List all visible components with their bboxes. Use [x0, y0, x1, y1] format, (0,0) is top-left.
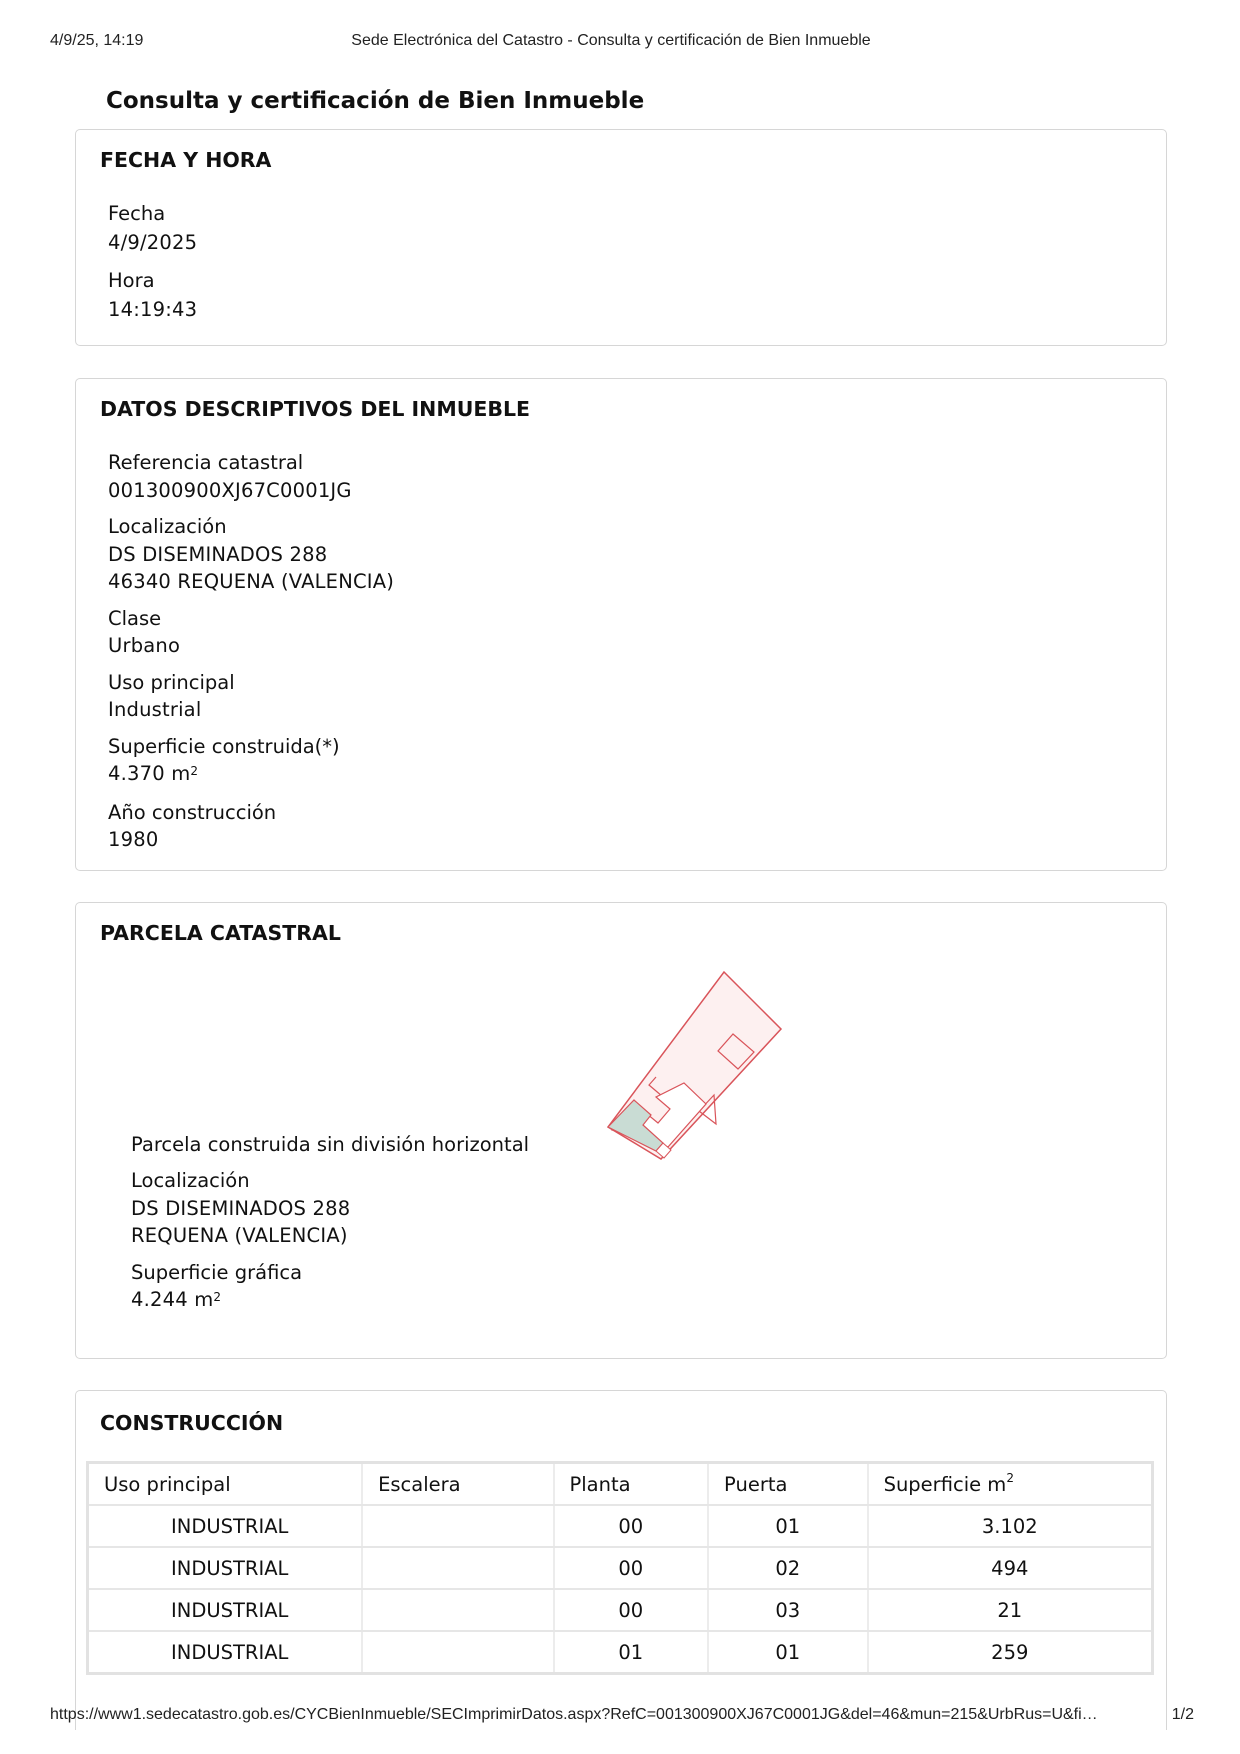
table-row: [88, 1505, 1153, 1547]
localizacion-label: Localización: [108, 515, 227, 538]
fecha-value: 4/9/2025: [108, 231, 198, 254]
referencia-label: Referencia catastral: [108, 451, 304, 474]
cell-planta: 00: [554, 1589, 709, 1631]
hora-label: Hora: [108, 269, 155, 292]
parcela-catastral-panel: [75, 902, 1167, 1359]
print-header: [0, 32, 1240, 54]
fecha-hora-heading: FECHA Y HORA: [100, 148, 272, 172]
localizacion-line1: DS DISEMINADOS 288: [108, 543, 328, 566]
table-header-row: [88, 1463, 1153, 1506]
superficie-grafica-label: Superficie gráfica: [131, 1261, 303, 1284]
uso-principal-value: Industrial: [108, 698, 202, 721]
cell-escalera: [362, 1505, 553, 1547]
table-row: [88, 1631, 1153, 1674]
superficie-construida-label: Superficie construida(*): [108, 735, 340, 758]
cell-puerta: 02: [708, 1547, 868, 1589]
table-row: [88, 1589, 1153, 1631]
column-header-puerta: Puerta: [708, 1463, 868, 1506]
cell-uso: INDUSTRIAL: [88, 1547, 363, 1589]
clase-label: Clase: [108, 607, 162, 630]
fecha-hora-panel: [75, 129, 1167, 346]
print-footer: [0, 1706, 1240, 1728]
cell-superficie: 3.102: [868, 1505, 1153, 1547]
parcela-localizacion-label: Localización: [131, 1169, 250, 1192]
print-page-title: Sede Electrónica del Catastro - Consulta y certificación de Bien Inmueble: [351, 32, 871, 49]
construccion-panel: [75, 1390, 1167, 1730]
superficie-grafica-value: 4.244 $m^2$: [131, 1288, 222, 1311]
parcela-localizacion-line2: REQUENA (VALENCIA): [131, 1224, 348, 1247]
datos-descriptivos-panel: [75, 378, 1167, 871]
construccion-heading: CONSTRUCCIÓN: [100, 1411, 284, 1435]
parcel-map: [526, 967, 786, 1167]
print-datetime: 4/9/25, 14:19: [50, 32, 144, 49]
cell-planta: 01: [554, 1631, 709, 1674]
print-url: https://www1.sedecatastro.gob.es/CYCBienInmueble/SECImprimirDatos.aspx?RefC=001300900XJ67C0001JG&del=46&mun=215&UrbRus=U&fi…: [50, 1706, 1098, 1723]
column-header-escalera: Escalera: [362, 1463, 553, 1506]
cell-puerta: 03: [708, 1589, 868, 1631]
clase-value: Urbano: [108, 634, 181, 657]
anio-construccion-value: 1980: [108, 828, 159, 851]
hora-value: 14:19:43: [108, 298, 198, 321]
cell-superficie: 259: [868, 1631, 1153, 1674]
cell-uso: INDUSTRIAL: [88, 1631, 363, 1674]
cell-escalera: [362, 1589, 553, 1631]
cell-planta: 00: [554, 1547, 709, 1589]
localizacion-line2: 46340 REQUENA (VALENCIA): [108, 570, 395, 593]
uso-principal-label: Uso principal: [108, 671, 235, 694]
cell-superficie: 494: [868, 1547, 1153, 1589]
parcela-tipo: Parcela construida sin división horizontal: [131, 1133, 530, 1156]
fecha-label: Fecha: [108, 202, 166, 225]
datos-heading: DATOS DESCRIPTIVOS DEL INMUEBLE: [100, 397, 531, 421]
parcela-heading: PARCELA CATASTRAL: [100, 921, 341, 945]
cell-superficie: 21: [868, 1589, 1153, 1631]
column-header-superficie: Superficie $m^2$: [868, 1463, 1153, 1506]
referencia-value: 001300900XJ67C0001JG: [108, 479, 352, 502]
cell-puerta: 01: [708, 1631, 868, 1674]
parcela-localizacion-line1: DS DISEMINADOS 288: [131, 1197, 351, 1220]
column-header-uso: Uso principal: [88, 1463, 363, 1506]
anio-construccion-label: Año construcción: [108, 801, 277, 824]
page-title: Consulta y certificación de Bien Inmueble: [106, 88, 645, 114]
cell-planta: 00: [554, 1505, 709, 1547]
cell-uso: INDUSTRIAL: [88, 1589, 363, 1631]
cell-uso: INDUSTRIAL: [88, 1505, 363, 1547]
superficie-construida-value: 4.370 $m^2$: [108, 762, 199, 785]
page-number: 1/2: [1171, 1706, 1194, 1723]
cell-puerta: 01: [708, 1505, 868, 1547]
cell-escalera: [362, 1631, 553, 1674]
construccion-table: [86, 1461, 1154, 1675]
column-header-planta: Planta: [554, 1463, 709, 1506]
cell-escalera: [362, 1547, 553, 1589]
table-row: [88, 1547, 1153, 1589]
